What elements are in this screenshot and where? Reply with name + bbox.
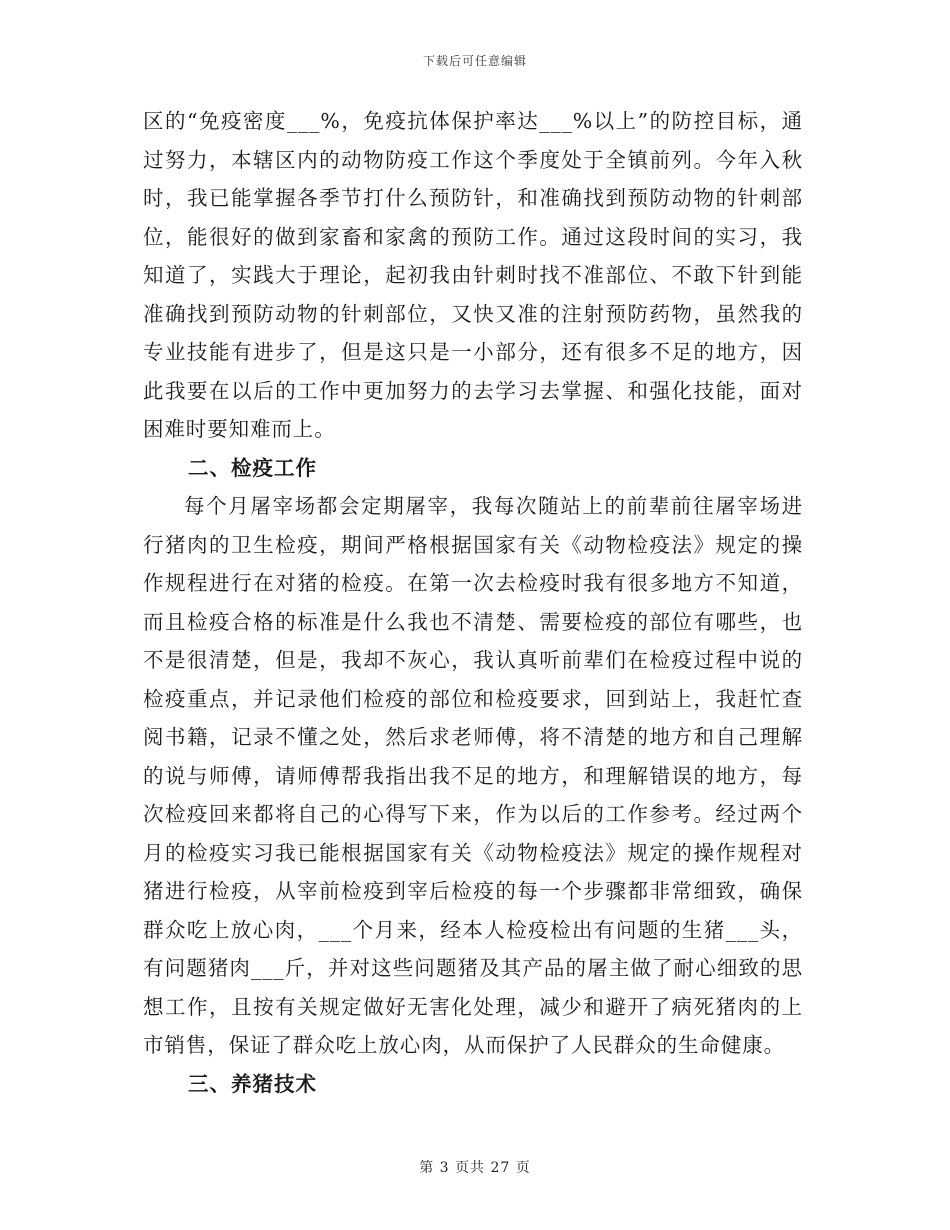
paragraph-immunization: 区的“免疫密度___%，免疫抗体保护率达___%以上”的防控目标，通过努力，本辖区内的动物防疫工作这个季度处于全镇前列。今年入秋时，我已能掌握各季节打什么预防针，和准确找到预防动物的针刺部位，能很好的做到家畜和家禽的预防工作。通过这段时间的实习，我知道了，实践大于理论，起初我由针刺时找不准部位、不敢下针到能准确找到预防动物的针刺部位，又快又准的注射预防药物，虽然我的专业技能有进步了，但是这只是一小部分，还有很多不足的地方，因此我要在以后的工作中更加努力的去学习去掌握、和强化技能，面对困难时要知难而上。 [143, 109, 803, 441]
paragraph-quarantine: 每个月屠宰场都会定期屠宰，我每次随站上的前辈前往屠宰场进行猪肉的卫生检疫，期间严格根据国家有关《动物检疫法》规定的操作规程进行在对猪的检疫。在第一次去检疫时我有很多地方不知道，而且检疫合格的标准是什么我也不清楚、需要检疫的部位有哪些，也不是很清楚，但是，我却不灰心，我认真听前辈们在检疫过程中说的检疫重点，并记录他们检疫的部位和检疫要求，回到站上，我赶忙查阅书籍，记录不懂之处，然后求老师傅，将不清楚的地方和自己理解的说与师傅，请师傅帮我指出我不足的地方，和理解错误的地方，每次检疫回来都将自己的心得写下来，作为以后的工作参考。经过两个月的检疫实习我已能根据国家有关《动物检疫法》规定的操作规程对猪进行检疫，从宰前检疫到宰后检疫的每一个步骤都非常细致，确保群众吃上放心肉，___个月来，经本人检疫检出有问题的生猪___头，有问题猪肉___斤，并对这些问题猪及其产品的屠主做了耐心细致的思想工作，且按有关规定做好无害化处理，减少和避开了病死猪肉的上市销售，保证了群众吃上放心肉，从而保护了人民群众的生命健康。 [143, 494, 803, 1057]
document-body [143, 102, 803, 1103]
section-heading-quarantine: 二、检疫工作 [188, 455, 317, 480]
section-heading-pig-farming: 三、养猪技术 [188, 1071, 317, 1096]
page-header: 下载后可任意编辑 [422, 54, 527, 68]
page-footer: 第 3 页共 27 页 [419, 1160, 531, 1176]
